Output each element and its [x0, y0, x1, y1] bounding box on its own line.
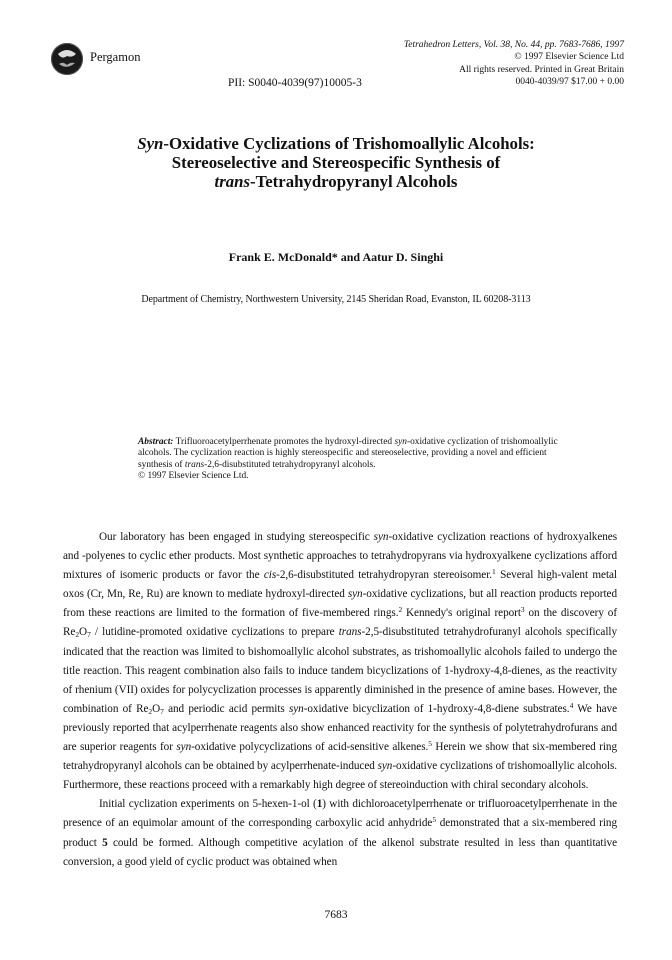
paragraph-2: Initial cyclization experiments on 5-hexen-1-ol (1) with dichloroacetylperrhenate or trifluoroacetylperrhenate in the presence of an equimolar amount of the corresponding carboxylic acid anhydride$^5$ demonstrated that a six-membered ring product 5 could be formed. Although competitive acylation of the alkenol substrate resulted in less than quantitative conversion, a good yield of cyclic product was obtained when — [63, 798, 617, 868]
citation-ref: 1 — [492, 567, 496, 577]
paragraph-1: Our laboratory has been engaged in studying stereospecific syn-oxidative cyclization reactions of hydroxyalkenes and -polyenes to cyclic ether products. Most synthetic approaches to tetrahydropyrans via hydroxyalkene cyclizations afford mixtures of isomeric products or favor the cis-2,6-disubstituted tetrahydropyran stereoisomer.$^1$ Several high-valent metal oxos (Cr, Mn, Re, Ru) are known to mediate hydroxyl-directed syn-oxidative cyclizations, but all reaction products reported from these reactions are limited to the formation of five-membered rings.$^2$ Kennedy's original report$^3$ on the discovery of $Re_2O_7$ / lutidine-promoted oxidative cyclizations to prepare trans-2,5-disubstituted tetrahydrofuranyl alcohols specifically indicated that the reaction was limited to bishomoallylic alcohol substrates, as trishomoallylic alcohols failed to undergo the title reaction. This reagent combination also fails to induce tandem bicyclizations of 1-hydroxy-4,8-dienes, as the reactivity of rhenium (VII) oxides for polycyclization processes is apparently diminished in the presence of amine bases. However, the combination of $Re_2O_7$ and periodic acid permits syn-oxidative bicyclization of 1-hydroxy-4,8-diene substrates.$^4$ We have previously reported that acylperrhenate reagents also show enhanced reactivity for the synthesis of polytetrahydrofurans and are superior reagents for syn-oxidative polycyclizations of acid-sensitive alkenes.$^5$ Herein we show that six-membered ring tetrahydropyranyl alcohols can be obtained by acylperrhenate-induced syn-oxidative cyclizations of trishomoallylic alcohols. Furthermore, these reactions proceed with a remarkably high degree of stereoinduction with chiral secondary alcohols. — [63, 531, 618, 792]
abstract-text: -2,6-disubstituted tetrahydropyranyl alcohols. — [204, 459, 376, 470]
citation-ref: 2 — [398, 605, 403, 615]
citation-ref: 5 — [428, 739, 432, 749]
abstract-text: Trifluoroacetylperrhenate promotes the hydroxyl-directed — [173, 437, 395, 447]
abstract-text: -oxidative cyclization of trishomoallylic alcohols. The cyclization reaction is highly stereospecific and stereoselective, providing a novel and efficient synthesis of — [138, 437, 558, 470]
citation-journal: Tetrahedron Letters, Vol. 38, No. 44, pp. 7683-7686, 1997 — [403, 40, 624, 50]
publisher-logo-icon — [50, 42, 84, 76]
publisher-name: Pergamon — [90, 50, 141, 64]
abstract-block — [138, 437, 558, 482]
author-list: Frank E. McDonald* and Aatur D. Singhi — [228, 250, 444, 264]
title-line-3: -Tetrahydropyranyl Alcohols — [249, 172, 458, 191]
citation-copyright: © 1997 Elsevier Science Ltd — [514, 52, 624, 63]
title-em-3: trans — [214, 172, 250, 191]
citation-rights: All rights reserved. Printed in Great Britain — [459, 64, 624, 75]
citation-issn: 0040-4039/97 $17.00 + 0.00 — [515, 76, 624, 87]
pii-identifier: PII: S0040-4039(97)10005-3 — [228, 77, 362, 89]
title-line-2: Stereoselective and Stereospecific Synthesis of — [171, 153, 501, 172]
page-number: 7683 — [324, 909, 348, 921]
citation-ref: 3 — [520, 605, 525, 615]
citation-ref: 4 — [569, 700, 574, 710]
abstract-label: Abstract: — [138, 437, 174, 447]
citation-ref: 5 — [432, 815, 437, 825]
abstract-em: trans — [184, 459, 205, 470]
body-text — [63, 528, 617, 872]
affiliation: Department of Chemistry, Northwestern University, 2145 Sheridan Road, Evanston, IL 60208-3113 — [141, 294, 531, 305]
abstract-copyright: © 1997 Elsevier Science Ltd. — [138, 470, 249, 481]
paper-title — [0, 134, 672, 191]
citation-block — [404, 39, 624, 88]
abstract-em: syn — [394, 437, 407, 447]
title-line-1: -Oxidative Cyclizations of Trishomoallylic Alcohols: — [163, 134, 535, 153]
title-em-1: Syn — [137, 134, 164, 153]
